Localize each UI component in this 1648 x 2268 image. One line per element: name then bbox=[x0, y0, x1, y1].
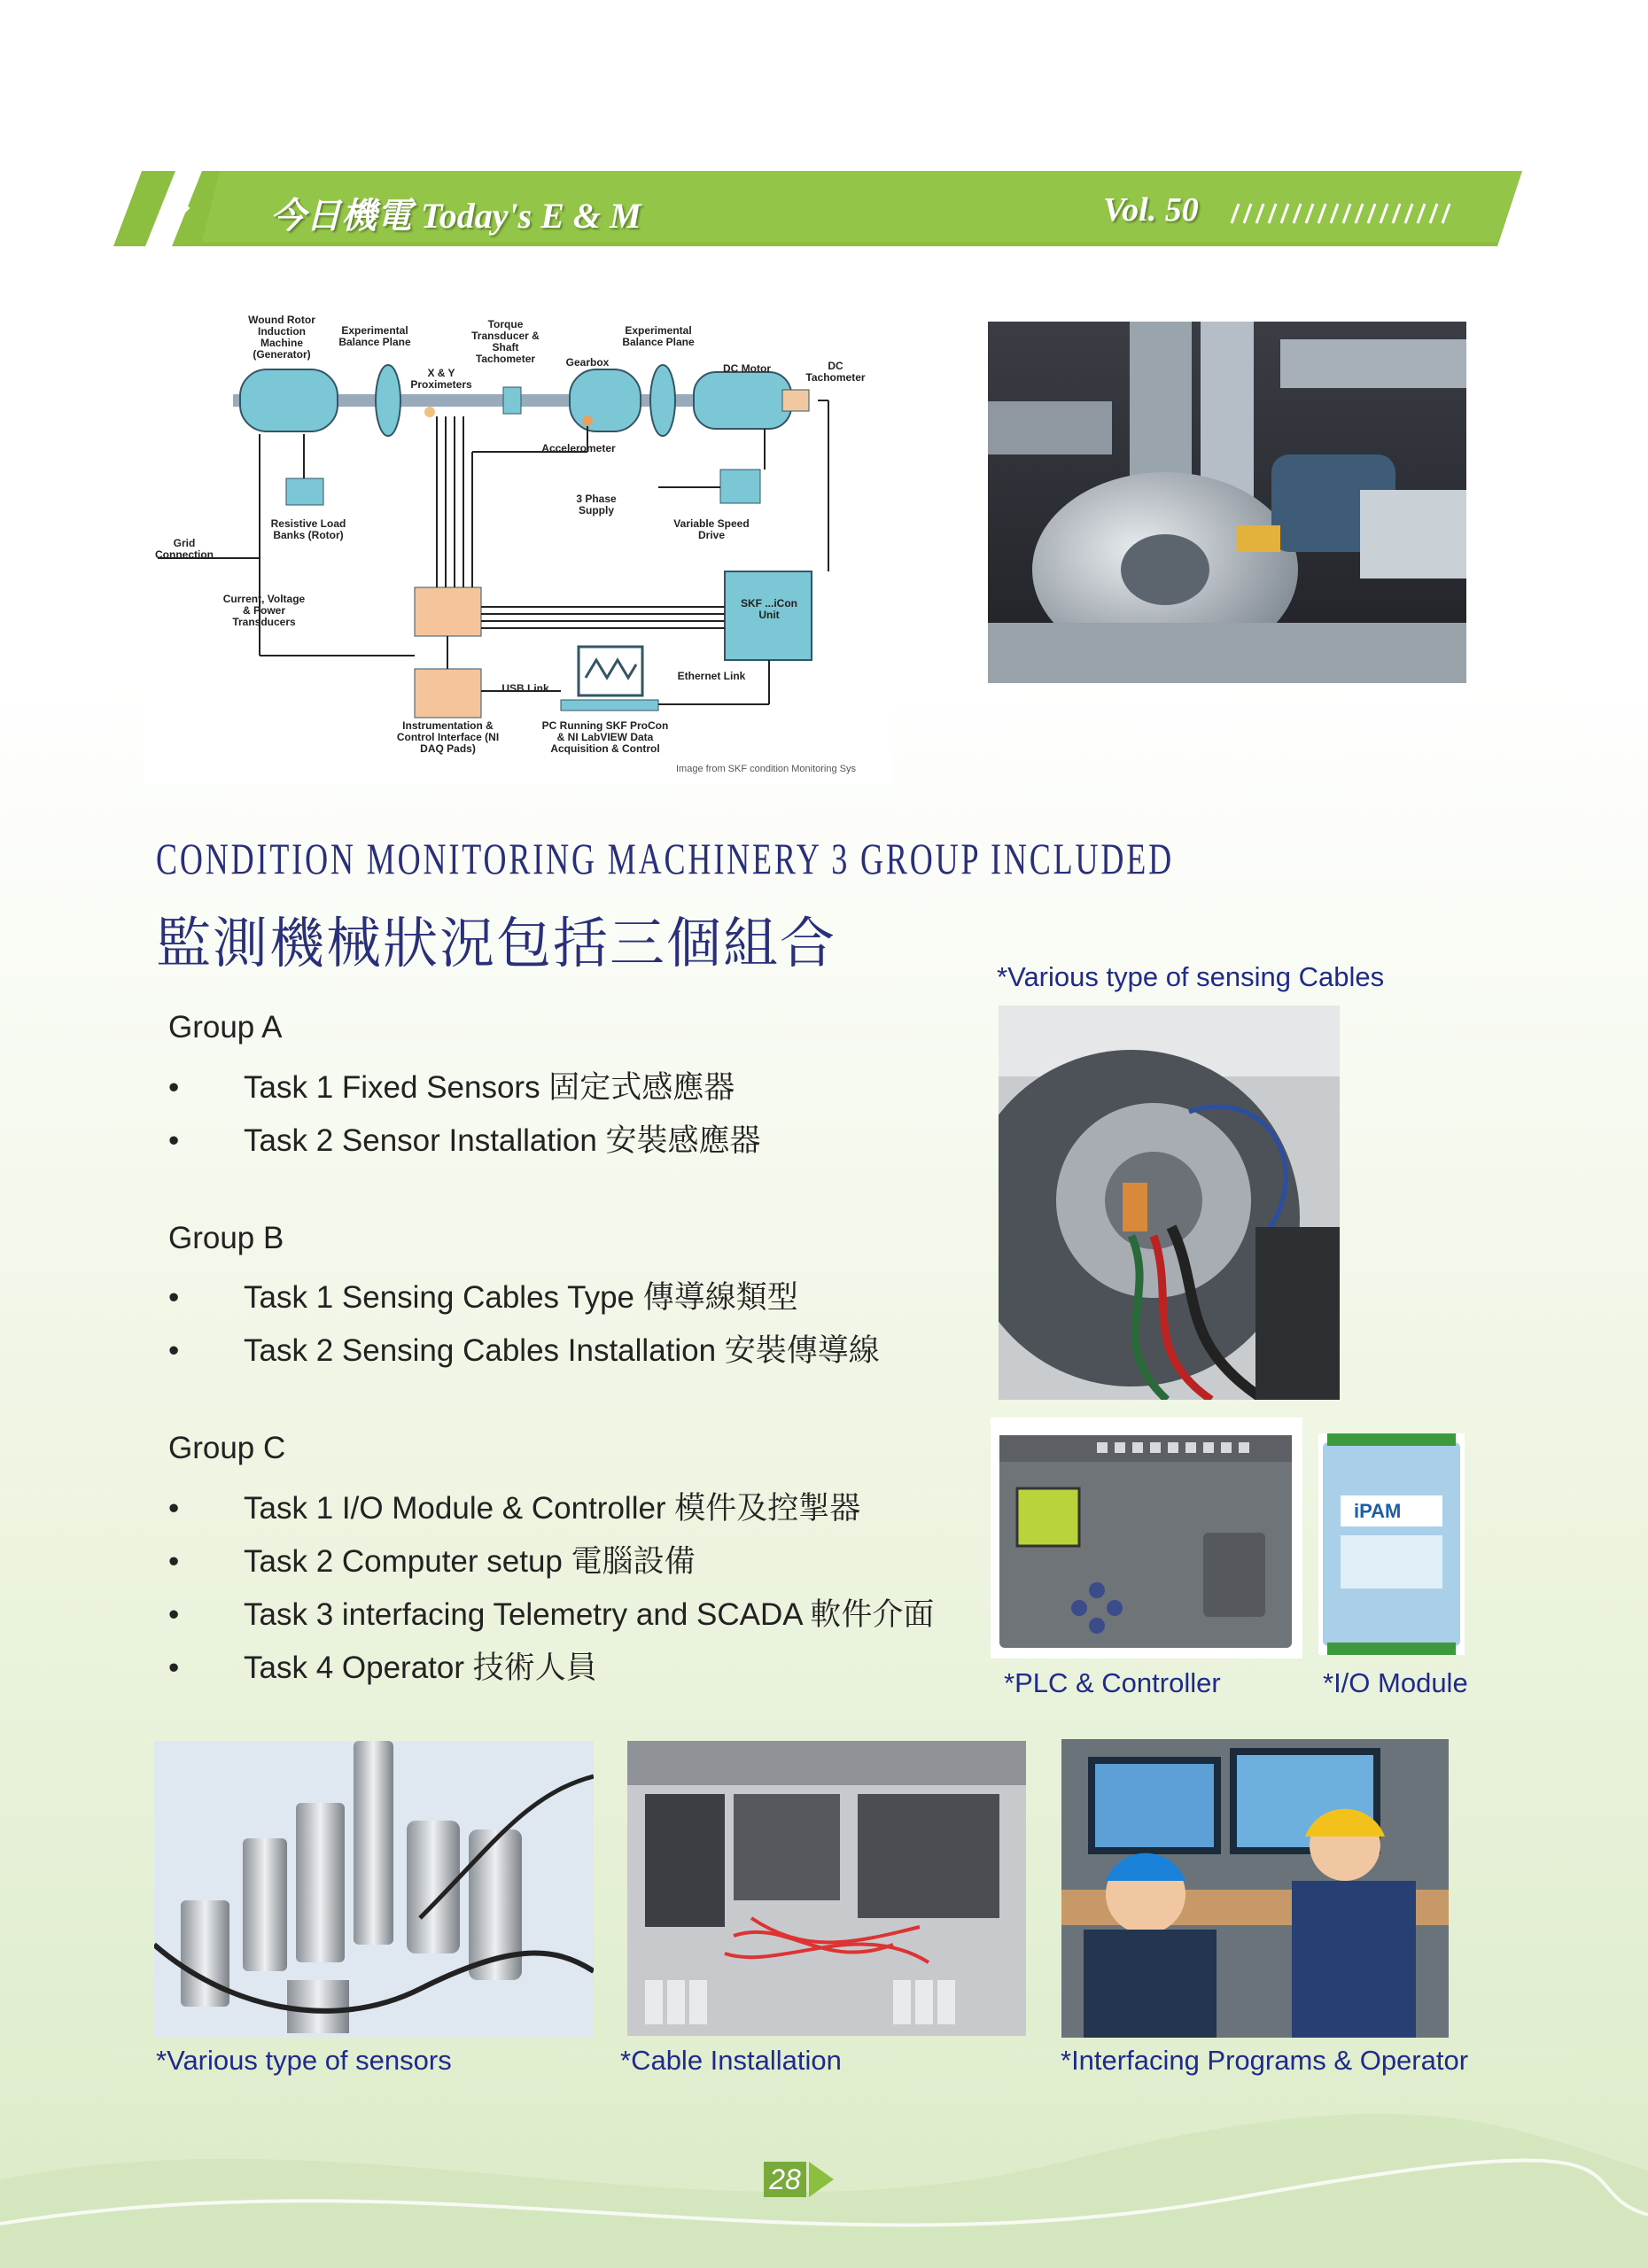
caption-sensors: *Various type of sensors bbox=[156, 2045, 452, 2076]
group-c-task-3 bbox=[168, 1590, 934, 1635]
task-text: Task 2 Sensing Cables Installation 安裝傳導線 bbox=[244, 1333, 880, 1368]
volume-label: Vol. 50 bbox=[1103, 191, 1199, 229]
cable-installation-photo bbox=[627, 1741, 1026, 2036]
diagram-label-ethernet: Ethernet Link bbox=[677, 670, 746, 682]
task-text: Task 2 Computer setup 電腦設備 bbox=[244, 1544, 696, 1579]
magazine-title: 今日機電 Today's E & M bbox=[270, 196, 641, 236]
group-b-task-1 bbox=[168, 1273, 798, 1317]
diagram-label-supply: 3 Phase Supply bbox=[576, 493, 617, 517]
bullet: • bbox=[168, 1544, 180, 1579]
group-c-task-1 bbox=[168, 1484, 860, 1528]
test-rig-diagram bbox=[144, 306, 893, 784]
diagram-label-accelerometer: Accelerometer bbox=[541, 442, 616, 454]
io-module-photo bbox=[1318, 1433, 1465, 1655]
group-c-task-4 bbox=[168, 1643, 597, 1688]
bullet: • bbox=[168, 1333, 180, 1368]
task-text: Task 2 Sensor Installation 安裝感應器 bbox=[244, 1123, 761, 1158]
section-title-en: CONDITION MONITORING MACHINERY 3 GROUP INCLUDED bbox=[156, 834, 1175, 883]
task-text: Task 1 I/O Module & Controller 模件及控掣器 bbox=[244, 1491, 861, 1526]
diagram-label-load-banks: Resistive Load Banks (Rotor) bbox=[270, 517, 346, 541]
task-text: Task 4 Operator 技術人員 bbox=[244, 1651, 597, 1685]
diagram-label-proximeters: X & Y Proximeters bbox=[410, 367, 472, 391]
sensors-photo bbox=[154, 1741, 594, 2038]
hatch-decoration bbox=[1223, 202, 1480, 225]
diagram-label-torque: Torque Transducer & Shaft Tachometer bbox=[471, 318, 540, 365]
bullet: • bbox=[168, 1070, 180, 1105]
diagram-label-grid: Grid Connection bbox=[155, 537, 214, 561]
group-c-task-2 bbox=[168, 1537, 696, 1581]
bullet: • bbox=[168, 1491, 180, 1526]
section-title-zh: 監測機械狀況包括三個組合 bbox=[156, 911, 837, 975]
diagram-label-balance-plane-1: Experimental Balance Plane bbox=[338, 324, 411, 348]
group-b-task-2 bbox=[168, 1326, 880, 1371]
diagram-label-instrumentation: Instrumentation & Control Interface (NI DAQ Pads) bbox=[396, 719, 500, 755]
bullet: • bbox=[168, 1123, 180, 1158]
diagram-label-generator: Wound Rotor Induction Machine (Generator) bbox=[248, 314, 315, 361]
caption-plc: *PLC & Controller bbox=[1004, 1667, 1221, 1698]
operators-photo bbox=[1061, 1739, 1449, 2038]
plc-photo bbox=[991, 1418, 1302, 1658]
bullet: • bbox=[168, 1597, 180, 1632]
group-b-title: Group B bbox=[168, 1221, 284, 1255]
io-module-brand: iPAM bbox=[1354, 1500, 1402, 1522]
diagram-credit: Image from SKF condition Monitoring Sys bbox=[676, 764, 856, 774]
task-text: Task 3 interfacing Telemetry and SCADA 軟件介面 bbox=[244, 1597, 935, 1632]
caption-interfacing: *Interfacing Programs & Operator bbox=[1061, 2045, 1469, 2076]
diagram-label-transducers: Current, Voltage & Power Transducers bbox=[222, 593, 306, 628]
task-text: Task 1 Sensing Cables Type 傳導線類型 bbox=[244, 1280, 798, 1315]
caption-io-module: *I/O Module bbox=[1323, 1667, 1468, 1698]
group-a-task-2 bbox=[168, 1116, 761, 1161]
group-a-title: Group A bbox=[168, 1010, 283, 1045]
diagram-label-vsd: Variable Speed Drive bbox=[673, 517, 750, 541]
caption-sensing-cables: *Various type of sensing Cables bbox=[997, 961, 1385, 992]
diagram-label-dc-tachometer: DC Tachometer bbox=[805, 360, 866, 384]
machinery-photo bbox=[988, 322, 1466, 683]
page-arrow-icon bbox=[809, 2162, 834, 2197]
bullet: • bbox=[168, 1280, 180, 1315]
bullet: • bbox=[168, 1651, 180, 1685]
diagram-label-usb: USB Link bbox=[501, 682, 549, 695]
task-text: Task 1 Fixed Sensors 固定式感應器 bbox=[244, 1070, 735, 1105]
diagram-label-dc-motor: DC Motor bbox=[723, 362, 771, 375]
diagram-label-balance-plane-2: Experimental Balance Plane bbox=[622, 324, 695, 348]
sensing-cables-photo bbox=[999, 1006, 1340, 1400]
diagram-label-skf-unit: SKF ...iCon Unit bbox=[741, 597, 797, 621]
group-a-task-1 bbox=[168, 1063, 735, 1107]
group-c-title: Group C bbox=[168, 1431, 286, 1465]
diagram-label-gearbox: Gearbox bbox=[565, 356, 610, 369]
diagram-label-pc: PC Running SKF ProCon & NI LabVIEW Data Acquisition & Control bbox=[541, 719, 669, 755]
caption-cable-installation: *Cable Installation bbox=[620, 2045, 842, 2076]
page-number: 28 bbox=[764, 2162, 806, 2197]
